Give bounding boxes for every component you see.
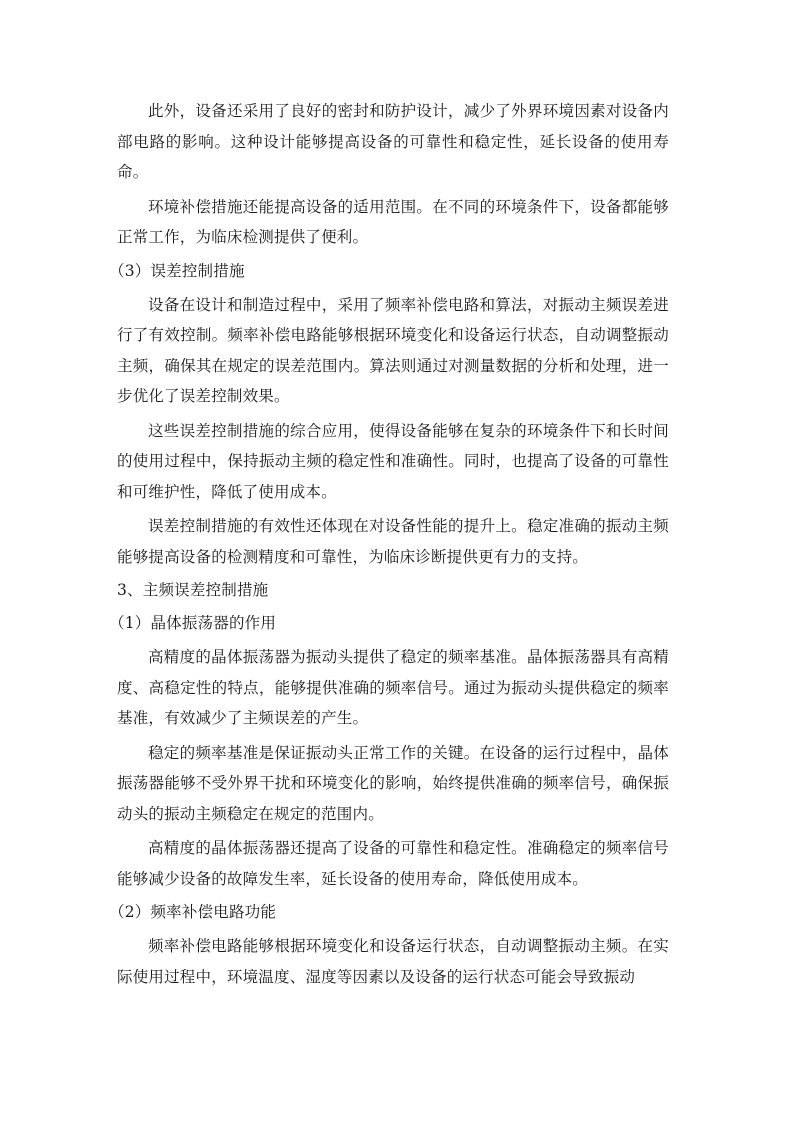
paragraph: 此外，设备还采用了良好的密封和防护设计，减少了外界环境因素对设备内部电路的影响。这种设计能够提高设备的可靠性和稳定性，延长设备的使用寿命。 bbox=[117, 102, 669, 181]
paragraph: 误差控制措施的有效性还体现在对设备性能的提升上。稳定准确的振动主频能够提高设备的检测精度和可靠性，为临床诊断提供更有力的支持。 bbox=[117, 517, 669, 566]
paragraph: 环境补偿措施还能提高设备的适用范围。在不同的环境条件下，设备都能够正常工作，为临床检测提供了便利。 bbox=[117, 197, 669, 246]
section-heading: （1）晶体振荡器的作用 bbox=[109, 614, 277, 632]
document-body bbox=[109, 96, 669, 996]
paragraph: 高精度的晶体振荡器还提高了设备的可靠性和稳定性。准确稳定的频率信号能够减少设备的故障发生率，延长设备的使用寿命，降低使用成本。 bbox=[117, 839, 669, 888]
section-heading: （2）频率补偿电路功能 bbox=[109, 903, 277, 921]
section-heading: 3、主频误差控制措施 bbox=[117, 581, 269, 599]
paragraph: 频率补偿电路能够根据环境变化和设备运行状态，自动调整振动主频。在实际使用过程中，环境温度、湿度等因素以及设备的运行状态可能会导致振动 bbox=[117, 937, 669, 986]
paragraph: 这些误差控制措施的综合应用，使得设备能够在复杂的环境条件下和长时间的使用过程中，保持振动主频的稳定性和准确性。同时，也提高了设备的可靠性和可维护性，降低了使用成本。 bbox=[117, 421, 669, 501]
paragraph: 稳定的频率基准是保证振动头正常工作的关键。在设备的运行过程中，晶体振荡器能够不受外界干扰和环境变化的影响，始终提供准确的频率信号，确保振动头的振动主频稳定在规定的范围内。 bbox=[117, 743, 669, 823]
paragraph: 高精度的晶体振荡器为振动头提供了稳定的频率基准。晶体振荡器具有高精度、高稳定性的特点，能够提供准确的频率信号。通过为振动头提供稳定的频率基准，有效减少了主频误差的产生。 bbox=[117, 648, 669, 727]
paragraph: 设备在设计和制造过程中，采用了频率补偿电路和算法，对振动主频误差进行了有效控制。频率补偿电路能够根据环境变化和设备运行状态，自动调整振动主频，确保其在规定的误差范围内。算法则通过对测量数据的分析和处理，进一步优化了误差控制效果。 bbox=[117, 295, 669, 405]
section-heading: （3）误差控制措施 bbox=[109, 261, 245, 280]
